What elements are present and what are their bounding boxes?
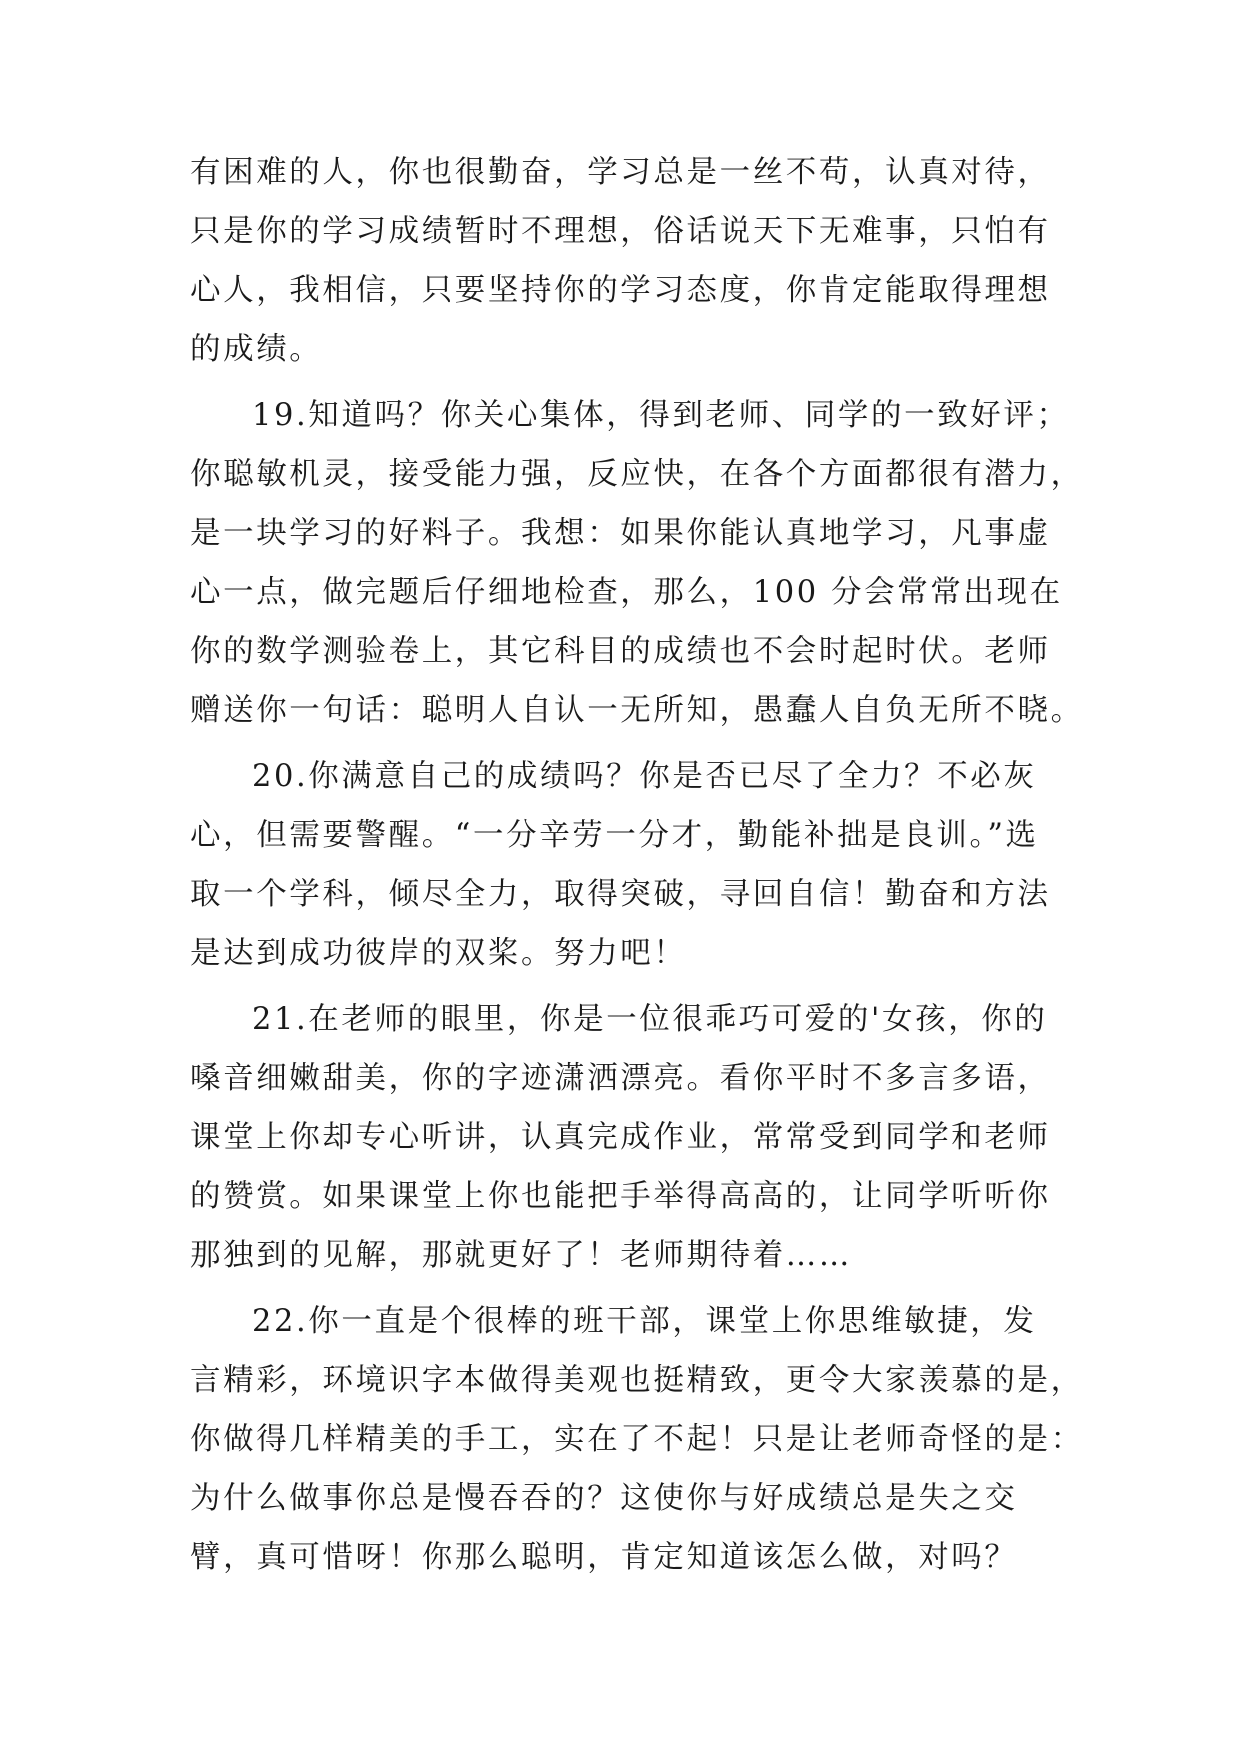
paragraph-19-first-line: 19.知道吗？你关心集体，得到老师、同学的一致好评； [252, 398, 1070, 433]
text-line: 赠送你一句话：聪明人自认一无所知，愚蠢人自负无所不晓。 [190, 693, 1084, 728]
text-line: 的成绩。 [190, 332, 323, 367]
text-line: 有困难的人，你也很勤奋，学习总是一丝不苟，认真对待， [190, 155, 1051, 190]
paragraph-20-first-line: 20.你满意自己的成绩吗？你是否已尽了全力？不必灰 [252, 759, 1037, 794]
text-line: 那独到的见解，那就更好了！老师期待着…… [190, 1238, 852, 1273]
text-line: 为什么做事你总是慢吞吞的？这使你与好成绩总是失之交 [190, 1481, 1018, 1516]
text-line: 你做得几样精美的手工，实在了不起！只是让老师奇怪的是： [190, 1422, 1084, 1457]
text-line: 嗓音细嫩甜美，你的字迹潇洒漂亮。看你平时不多言多语， [190, 1061, 1051, 1096]
text-line: 是达到成功彼岸的双桨。努力吧！ [190, 936, 687, 971]
text-line: 你的数学测验卷上，其它科目的成绩也不会时起时伏。老师 [190, 634, 1051, 669]
text-line: 臂，真可惜呀！你那么聪明，肯定知道该怎么做，对吗？ [190, 1540, 1018, 1575]
text-line: 心一点，做完题后仔细地检查，那么，100 分会常常出现在 [190, 575, 1063, 610]
text-line: 你聪敏机灵，接受能力强，反应快，在各个方面都很有潜力， [190, 457, 1084, 492]
paragraph-21-first-line: 21.在老师的眼里，你是一位很乖巧可爱的'女孩，你的 [252, 1002, 1048, 1037]
text-line: 只是你的学习成绩暂时不理想，俗话说天下无难事，只怕有 [190, 214, 1051, 249]
paragraph-22-first-line: 22.你一直是个很棒的班干部，课堂上你思维敏捷，发 [252, 1304, 1037, 1339]
text-line: 心，但需要警醒。“一分辛劳一分才，勤能补拙是良训。”选 [190, 818, 1039, 853]
text-line: 取一个学科，倾尽全力，取得突破，寻回自信！勤奋和方法 [190, 877, 1051, 912]
text-line: 是一块学习的好料子。我想：如果你能认真地学习，凡事虚 [190, 516, 1051, 551]
text-line: 课堂上你却专心听讲，认真完成作业，常常受到同学和老师 [190, 1120, 1051, 1155]
text-line: 的赞赏。如果课堂上你也能把手举得高高的，让同学听听你 [190, 1179, 1051, 1214]
text-line: 言精彩，环境识字本做得美观也挺精致，更令大家羡慕的是， [190, 1363, 1084, 1398]
text-line: 心人，我相信，只要坚持你的学习态度，你肯定能取得理想 [190, 273, 1051, 308]
